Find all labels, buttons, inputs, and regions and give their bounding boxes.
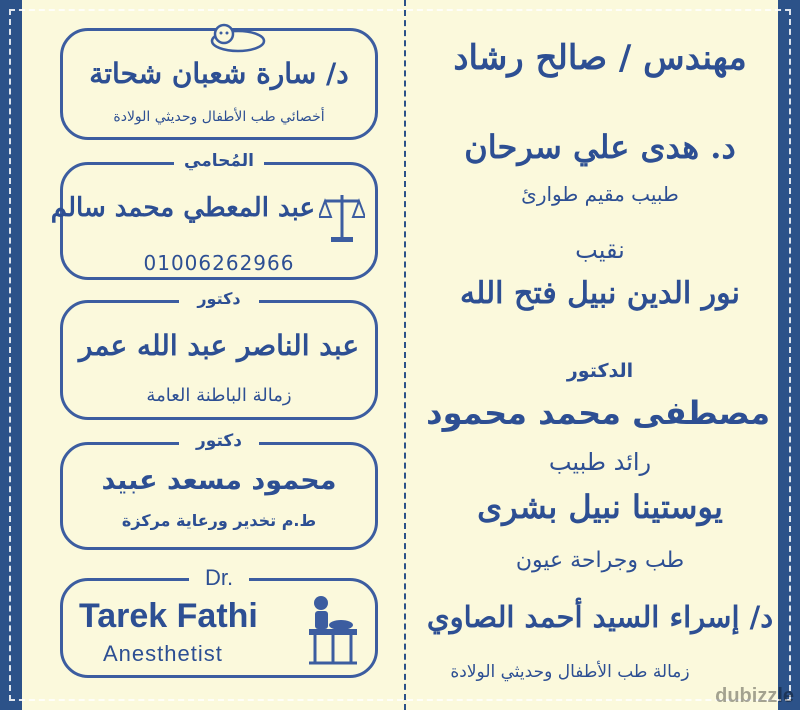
dubizzle-watermark: dubizzle: [715, 685, 794, 707]
stamp-title: زمالة الباطنة العامة: [146, 385, 292, 406]
center-divider: [404, 0, 406, 710]
stamp-phone: 01006262966: [143, 251, 295, 275]
stamp-title: Anesthetist: [103, 641, 223, 666]
scales-of-justice-icon: [319, 189, 365, 245]
sample-saleh-rashad: مهندس / صالح رشاد: [453, 38, 747, 78]
stamp-header: Dr.: [189, 565, 249, 591]
stamp-tarek-fathi: [60, 565, 378, 678]
stamp-header: المُحامي: [174, 151, 264, 171]
sample-mostafa-name: مصطفى محمد محمود: [426, 394, 770, 432]
stamp-abdelnasser: [60, 289, 378, 420]
stamp-header: دكتور: [179, 289, 259, 308]
stamp-lawyer: [50, 151, 378, 280]
stamp-title: أخصائي طب الأطفال وحديثي الولادة: [113, 109, 325, 125]
sample-hoda-title: طبيب مقيم طوارئ: [521, 182, 679, 206]
sample-youstina-title: طب وجراحة عيون: [515, 548, 685, 573]
stamp-name: محمود مسعد عبيد: [101, 465, 337, 496]
sample-esraa-name: د/ إسراء السيد أحمد الصاوي: [426, 600, 774, 634]
stamp-name: د/ سارة شعبان شحاتة: [89, 57, 349, 90]
stamp-mahmoud-mosaad: [60, 431, 378, 550]
stamp-name: عبد الناصر عبد الله عمر: [78, 329, 360, 362]
sample-hoda-name: د. هدى علي سرحان: [464, 128, 736, 166]
sample-youstina-header: رائد طبيب: [548, 448, 652, 476]
sample-esraa-title: زمالة طب الأطفال وحديثي الولادة: [450, 662, 690, 682]
stamp-name: عبد المعطي محمد سالم: [50, 193, 315, 223]
baby-icon: [208, 19, 268, 53]
stamp-sara-shaaban: [60, 28, 378, 140]
sample-youstina-name: يوستينا نبيل بشرى: [477, 488, 723, 526]
stamp-title: ط.م تخدير ورعاية مركزة: [121, 511, 317, 530]
stamp-header: دكتور: [179, 431, 259, 451]
sample-mostafa-header: الدكتور: [566, 360, 634, 382]
sample-nour-name: نور الدين نبيل فتح الله: [460, 276, 740, 311]
sample-nour-header: نقيب: [575, 236, 625, 264]
anesthesia-patient-icon: [305, 591, 361, 667]
stamp-name: Tarek Fathi: [79, 597, 258, 635]
